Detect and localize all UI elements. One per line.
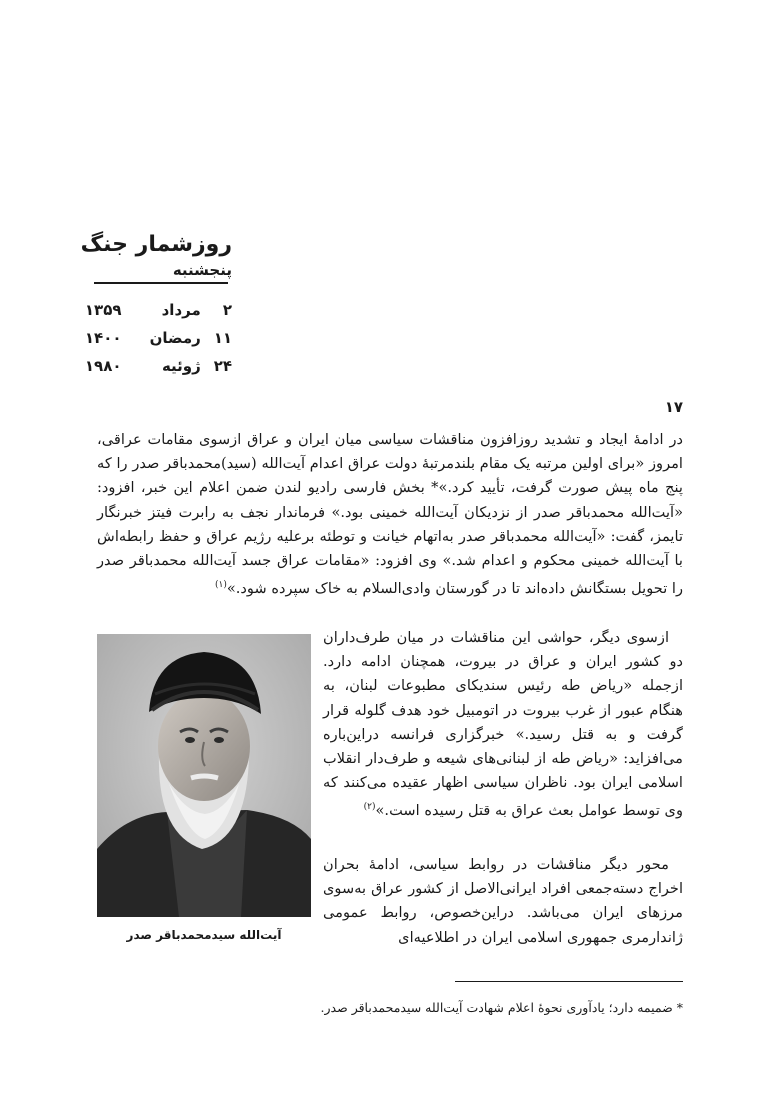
weekday-label: پنجشنبه (172, 261, 232, 279)
portrait-image (97, 634, 311, 917)
date-solar-day: ۲ (222, 301, 232, 319)
paragraph-2-text: ازسوی دیگر، حواشی این مناقشات در میان طرف‌داران دو کشور ایران و عراق در بیروت، همچنان ادامه دارد. ازجمله «ریاض طه رئیس سندیکای مطبوعات لبنان، به هنگام عبور از غرب بیروت در اتومبیل خود هدف گلوله قرار گرفت و به قتل رسید.» خبرگزاری فرانسه دراین‌باره می‌افزاید: «ریاض طه از لبنانی‌های شیعه و طرف‌دار انقلاب اسلامی ایران بود. ناظران سیاسی اظهار عقیده می‌کنند که وی توسط عوامل بعث عراق به قتل رسیده است.» (323, 629, 683, 820)
date-solar (82, 296, 232, 324)
date-lunar-year: ۱۴۰۰ (84, 329, 122, 347)
date-lunar-day: ۱۱ (213, 329, 232, 347)
date-gregorian-month: ژوئیه (161, 357, 201, 375)
date-gregorian-year: ۱۹۸۰ (84, 357, 122, 375)
photo-caption: آیت‌الله سیدمحمدباقر صدر (126, 928, 282, 942)
date-lunar-month: رمضان (149, 329, 201, 347)
chronicle-heading (82, 230, 232, 380)
paragraph-2 (323, 626, 683, 823)
weekday-underline (94, 282, 228, 284)
chronicle-title: روزشمار جنگ (80, 232, 232, 257)
paragraph-1-text: در ادامهٔ ایجاد و تشدید روزافزون مناقشات سیاسی میان ایران و عراق ازسوی مقامات عراقی، امروز «برای اولین مرتبه یک مقام بلندمرتبهٔ دولت عراق اعدام آیت‌الله (سید)محمدباقر صدر را که پنج ماه پیش صورت گرفت، تأیید کرد.»* بخش فارسی رادیو لندن ضمن اعلام این خبر، افزود: «آیت‌الله محمدباقر صدر از نزدیکان آیت‌الله خمینی بود.» فرماندار نجف به رابرت فیتز خبرنگار تایمز، گفت: «آیت‌الله محمدباقر صدر به‌اتهام خیانت و توطئه برعلیه رژیم عراق و حفظ رابطه‌اش با آیت‌الله خمینی محکوم و اعدام شد.» وی افزود: «مقامات عراق جسد آیت‌الله محمدباقر صدر را تحویل بستگانش داده‌اند تا در گورستان وادی‌السلام به خاک سپرده شود.» (97, 431, 683, 598)
date-solar-month: مرداد (161, 301, 201, 319)
paragraph-1 (97, 428, 683, 601)
date-gregorian (82, 352, 232, 380)
footnote: * ضمیمه دارد؛ یادآوری نحوهٔ اعلام شهادت آیت‌الله سیدمحمدباقر صدر. (320, 1000, 683, 1015)
date-solar-year: ۱۳۵۹ (84, 301, 122, 319)
reference-1: (۱) (214, 580, 227, 591)
entry-number: ۱۷ (664, 398, 683, 416)
reference-2: (۲) (363, 802, 376, 813)
paragraph-3 (323, 853, 683, 950)
date-lunar (82, 324, 232, 352)
footnote-divider (455, 981, 683, 982)
paragraph-3-text: محور دیگر مناقشات در روابط سیاسی، ادامهٔ بحران اخراج دسته‌جمعی افراد ایرانی‌الاصل از کشور عراق به‌سوی مرزهای ایران می‌باشد. دراین‌خصوص، روابط عمومی ژاندارمری جمهوری اسلامی ایران در اطلاعیه‌ای (323, 856, 683, 946)
portrait-photo (97, 634, 311, 917)
date-gregorian-day: ۲۴ (213, 357, 232, 375)
